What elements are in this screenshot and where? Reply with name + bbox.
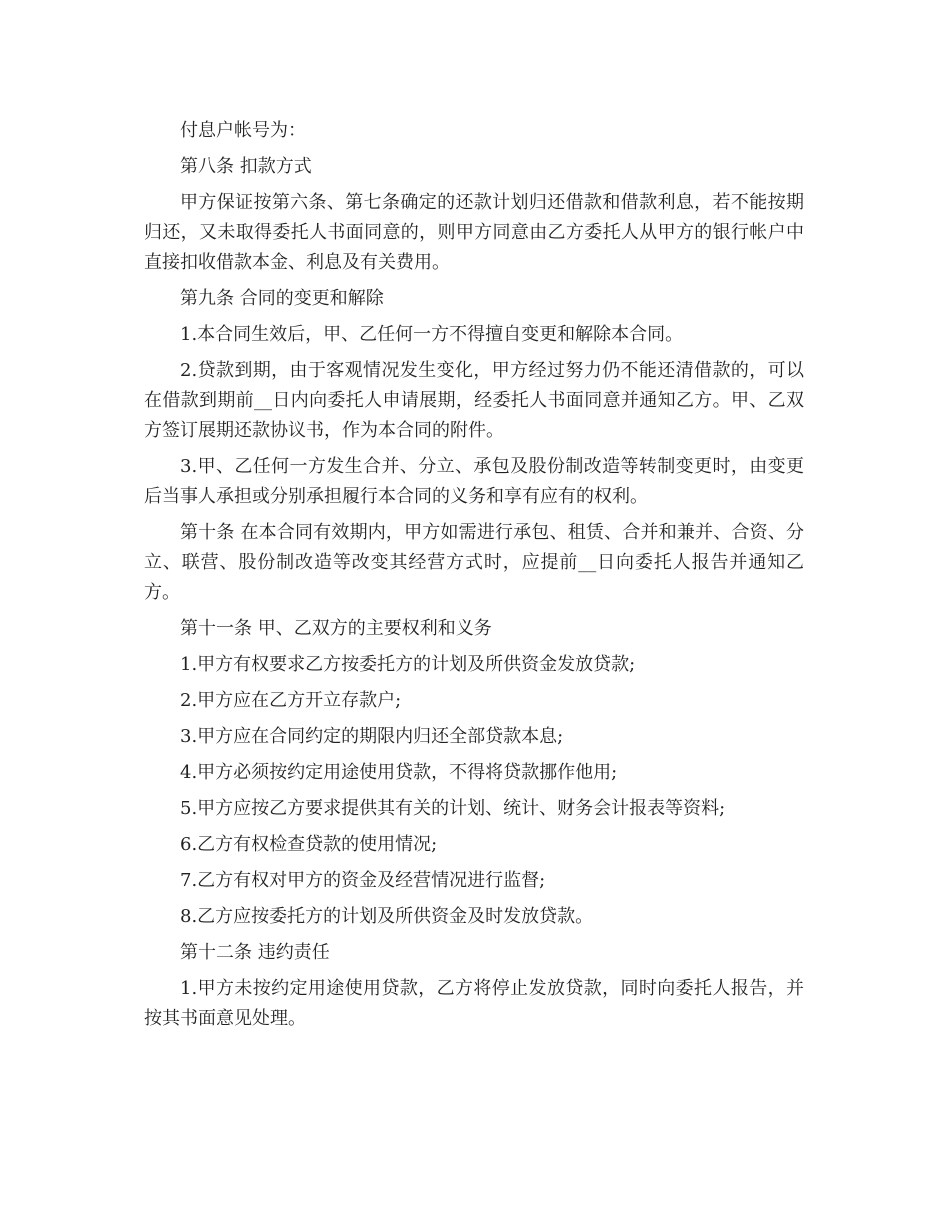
list-item: 4.甲方必须按约定用途使用贷款，不得将贷款挪作他用; [180,762,618,783]
list-item: 2.贷款到期，由于客观情况发生变化，甲方经过努力仍不能还清借款的，可以在借款到期前__日内向委托人申请展期，经委托人书面同意并通知乙方。甲、乙双方签订展期还款协议书，作为本合同的附件。 [144,360,804,441]
heading-article-8: 第八条 扣款方式 [180,156,312,177]
list-item: 1.甲方未按约定用途使用贷款，乙方将停止发放贷款，同时向委托人报告，并按其书面意见处理。 [144,978,804,1029]
list-item: 5.甲方应按乙方要求提供其有关的计划、统计、财务会计报表等资料; [180,798,726,819]
list-item: 3.甲、乙任何一方发生合并、分立、承包及股份制改造等转制变更时，由变更后当事人承担或分别承担履行本合同的义务和享有应有的权利。 [144,456,804,507]
heading-article-11: 第十一条 甲、乙双方的主要权利和义务 [180,618,492,639]
list-item: 1.本合同生效后，甲、乙任何一方不得擅自变更和解除本合同。 [180,324,684,345]
list-item: 8.乙方应按委托方的计划及所供资金及时发放贷款。 [180,906,594,927]
list-item: 6.乙方有权检查贷款的使用情况; [180,834,438,855]
heading-article-12: 第十二条 违约责任 [180,942,330,963]
heading-article-9: 第九条 合同的变更和解除 [180,288,384,309]
paragraph-article-8-body: 甲方保证按第六条、第七条确定的还款计划归还借款和借款利息，若不能按期归还，又未取得委托人书面同意的，则甲方同意由乙方委托人从甲方的银行帐户中直接扣收借款本金、利息及有关费用。 [144,192,804,273]
list-item: 2.甲方应在乙方开立存款户; [180,690,402,711]
list-item: 1.甲方有权要求乙方按委托方的计划及所供资金发放贷款; [180,654,636,675]
list-item: 7.乙方有权对甲方的资金及经营情况进行监督; [180,870,546,891]
document-body [144,116,804,1040]
paragraph-article-10: 第十条 在本合同有效期内，甲方如需进行承包、租赁、合并和兼并、合资、分立、联营、股份制改造等改变其经营方式时，应提前__日向委托人报告并通知乙方。 [144,522,804,603]
paragraph-account-number: 付息户帐号为： [180,120,306,141]
list-item: 3.甲方应在合同约定的期限内归还全部贷款本息; [180,726,564,747]
